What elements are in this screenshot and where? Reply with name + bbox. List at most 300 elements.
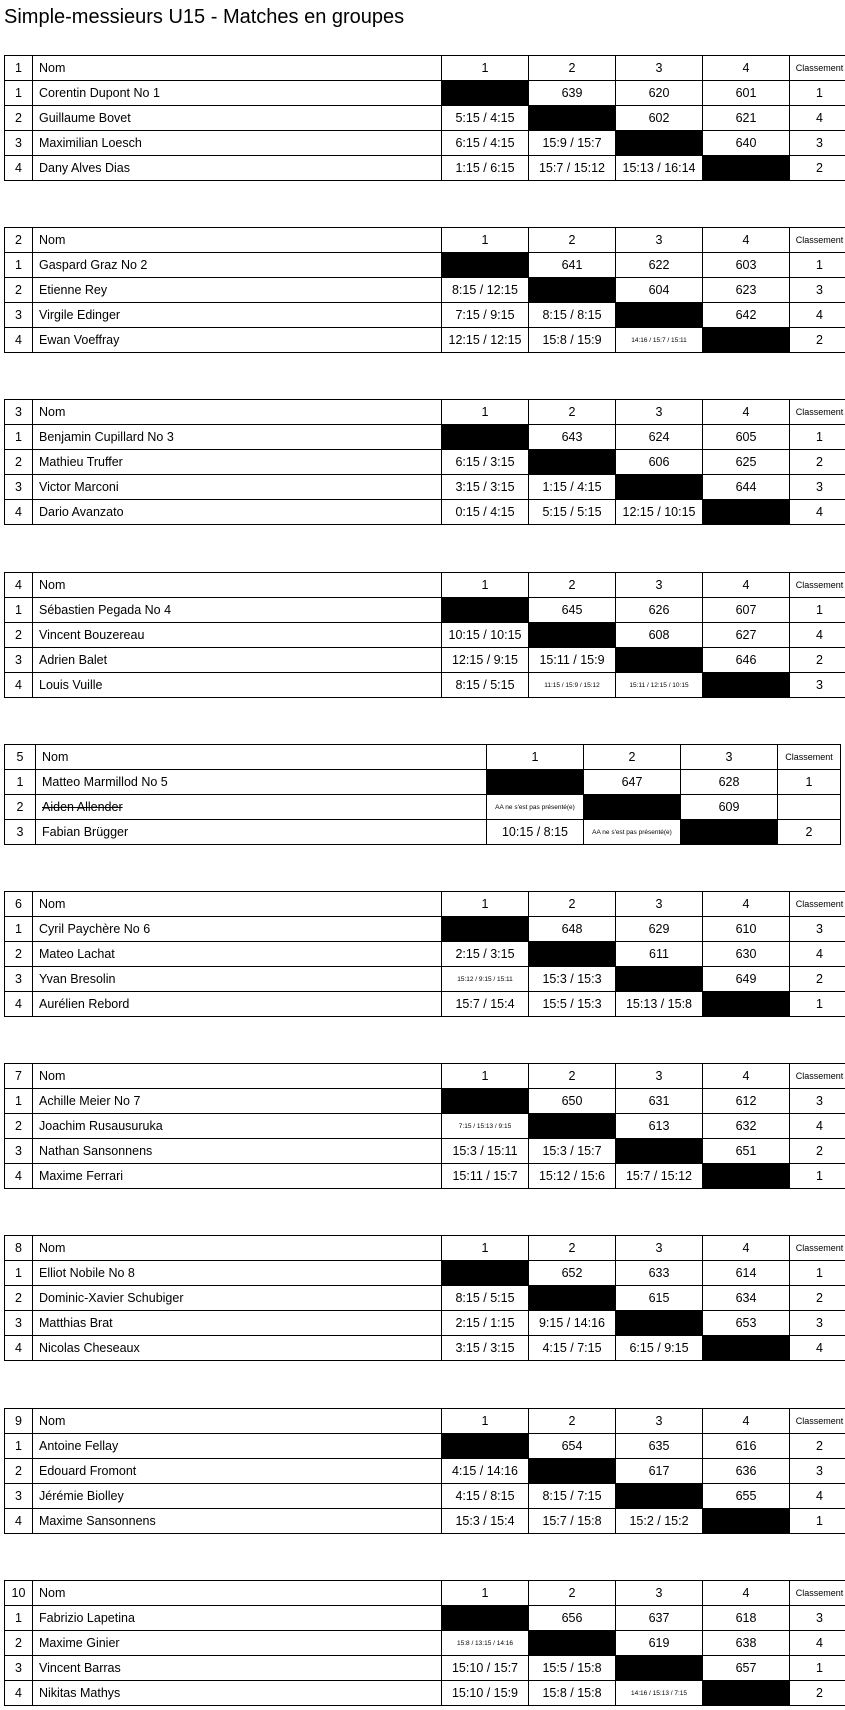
match-cell: 15:9 / 15:7 — [529, 131, 616, 156]
match-cell: 642 — [703, 303, 790, 328]
player-row — [5, 1434, 845, 1459]
group-number: 9 — [5, 1409, 33, 1434]
match-cell: 4:15 / 14:16 — [442, 1459, 529, 1484]
match-cell: 625 — [703, 450, 790, 475]
match-cell: 7:15 / 9:15 — [442, 303, 529, 328]
player-row — [5, 1459, 845, 1484]
self-match-cell — [616, 475, 703, 500]
column-header: 4 — [703, 1064, 790, 1089]
player-rank: 3 — [790, 475, 845, 500]
match-cell: 615 — [616, 1286, 703, 1311]
player-index: 1 — [5, 598, 33, 623]
self-match-cell — [703, 1509, 790, 1534]
match-cell: 631 — [616, 1089, 703, 1114]
column-header: 2 — [529, 1581, 616, 1606]
player-rank: 4 — [790, 1336, 845, 1361]
self-match-cell — [487, 770, 584, 795]
player-index: 2 — [5, 1459, 33, 1484]
name-column-header: Nom — [33, 892, 442, 917]
match-cell: 628 — [681, 770, 778, 795]
player-index: 1 — [5, 917, 33, 942]
column-header: 1 — [442, 573, 529, 598]
player-name: Fabrizio Lapetina — [33, 1606, 442, 1631]
self-match-cell — [616, 303, 703, 328]
player-name: Maxime Ginier — [33, 1631, 442, 1656]
player-rank: 2 — [790, 156, 845, 181]
column-header: 3 — [616, 573, 703, 598]
match-cell: 15:3 / 15:3 — [529, 967, 616, 992]
match-cell: 12:15 / 12:15 — [442, 328, 529, 353]
group-header-row — [5, 56, 845, 81]
player-index: 4 — [5, 1509, 33, 1534]
player-row — [5, 425, 845, 450]
match-cell: 8:15 / 5:15 — [442, 673, 529, 698]
match-cell: AA ne s'est pas présenté(e) — [487, 795, 584, 820]
self-match-cell — [529, 1114, 616, 1139]
player-index: 1 — [5, 1261, 33, 1286]
match-cell: 15:8 / 15:9 — [529, 328, 616, 353]
player-name: Sébastien Pegada No 4 — [33, 598, 442, 623]
self-match-cell — [703, 328, 790, 353]
column-header: 3 — [681, 745, 778, 770]
player-index: 1 — [5, 1434, 33, 1459]
column-header: 2 — [529, 1409, 616, 1434]
player-rank: 4 — [790, 1631, 845, 1656]
self-match-cell — [442, 81, 529, 106]
name-column-header: Nom — [33, 228, 442, 253]
match-cell: 639 — [529, 81, 616, 106]
group-number: 8 — [5, 1236, 33, 1261]
match-cell: 15:8 / 15:8 — [529, 1681, 616, 1706]
rank-column-header: Classement — [790, 1581, 845, 1606]
player-name: Joachim Rusausuruka — [33, 1114, 442, 1139]
match-cell: 11:15 / 15:9 / 15:12 — [529, 673, 616, 698]
self-match-cell — [529, 1459, 616, 1484]
column-header: 4 — [703, 573, 790, 598]
player-name: Nikitas Mathys — [33, 1681, 442, 1706]
match-cell: 8:15 / 8:15 — [529, 303, 616, 328]
player-row — [5, 156, 845, 181]
self-match-cell — [703, 156, 790, 181]
player-name: Adrien Balet — [33, 648, 442, 673]
self-match-cell — [529, 942, 616, 967]
match-cell: 10:15 / 8:15 — [487, 820, 584, 845]
player-name: Matteo Marmillod No 5 — [36, 770, 487, 795]
match-cell: 15:12 / 9:15 / 15:11 — [442, 967, 529, 992]
player-rank: 3 — [790, 1311, 845, 1336]
player-name: Louis Vuille — [33, 673, 442, 698]
column-header: 2 — [529, 228, 616, 253]
match-cell: 627 — [703, 623, 790, 648]
match-cell: 15:3 / 15:7 — [529, 1139, 616, 1164]
match-cell: 15:13 / 16:14 — [616, 156, 703, 181]
player-index: 2 — [5, 623, 33, 648]
player-row — [5, 1139, 845, 1164]
match-cell: 14:16 / 15:13 / 7:15 — [616, 1681, 703, 1706]
group-table — [4, 1408, 845, 1534]
match-cell: 15:3 / 15:4 — [442, 1509, 529, 1534]
group-table — [4, 1063, 845, 1189]
player-index: 3 — [5, 648, 33, 673]
match-cell: 637 — [616, 1606, 703, 1631]
column-header: 3 — [616, 1236, 703, 1261]
self-match-cell — [616, 1656, 703, 1681]
player-index: 1 — [5, 1606, 33, 1631]
player-name: Ewan Voeffray — [33, 328, 442, 353]
player-name: Matthias Brat — [33, 1311, 442, 1336]
player-index: 4 — [5, 992, 33, 1017]
column-header: 3 — [616, 1409, 703, 1434]
self-match-cell — [616, 1484, 703, 1509]
group-header-row — [5, 1064, 845, 1089]
player-index: 2 — [5, 1631, 33, 1656]
column-header: 2 — [529, 56, 616, 81]
match-cell: 613 — [616, 1114, 703, 1139]
match-cell: 622 — [616, 253, 703, 278]
column-header: 1 — [442, 892, 529, 917]
rank-column-header: Classement — [790, 1236, 845, 1261]
match-cell: 634 — [703, 1286, 790, 1311]
self-match-cell — [442, 1089, 529, 1114]
player-rank: 4 — [790, 623, 845, 648]
player-name: Dominic-Xavier Schubiger — [33, 1286, 442, 1311]
group-number: 10 — [5, 1581, 33, 1606]
match-cell: 630 — [703, 942, 790, 967]
name-column-header: Nom — [33, 56, 442, 81]
match-cell: 10:15 / 10:15 — [442, 623, 529, 648]
match-cell: 15:7 / 15:12 — [616, 1164, 703, 1189]
match-cell: 605 — [703, 425, 790, 450]
group-number: 5 — [5, 745, 36, 770]
player-row — [5, 278, 845, 303]
match-cell: 651 — [703, 1139, 790, 1164]
group-table — [4, 55, 845, 181]
group-header-row — [5, 400, 845, 425]
player-index: 2 — [5, 1114, 33, 1139]
match-cell: 2:15 / 1:15 — [442, 1311, 529, 1336]
self-match-cell — [529, 623, 616, 648]
player-index: 4 — [5, 500, 33, 525]
player-index: 1 — [5, 425, 33, 450]
rank-column-header: Classement — [790, 228, 845, 253]
player-row — [5, 967, 845, 992]
column-header: 3 — [616, 1064, 703, 1089]
player-name: Maximilian Loesch — [33, 131, 442, 156]
match-cell: 0:15 / 4:15 — [442, 500, 529, 525]
player-row — [5, 303, 845, 328]
player-name: Nathan Sansonnens — [33, 1139, 442, 1164]
player-name: Dany Alves Dias — [33, 156, 442, 181]
match-cell: 6:15 / 9:15 — [616, 1336, 703, 1361]
match-cell: 15:13 / 15:8 — [616, 992, 703, 1017]
column-header: 2 — [584, 745, 681, 770]
match-cell: 603 — [703, 253, 790, 278]
match-cell: 656 — [529, 1606, 616, 1631]
match-cell: 14:16 / 15:7 / 15:11 — [616, 328, 703, 353]
column-header: 2 — [529, 892, 616, 917]
player-rank: 3 — [790, 1089, 845, 1114]
column-header: 3 — [616, 228, 703, 253]
player-row — [5, 795, 841, 820]
group-table — [4, 572, 845, 698]
match-cell: 8:15 / 12:15 — [442, 278, 529, 303]
match-cell: 619 — [616, 1631, 703, 1656]
self-match-cell — [442, 1606, 529, 1631]
column-header: 1 — [442, 1064, 529, 1089]
page-title: Simple-messieurs U15 - Matches en groupes — [4, 6, 405, 28]
column-header: 2 — [529, 573, 616, 598]
player-rank: 3 — [790, 1606, 845, 1631]
self-match-cell — [442, 425, 529, 450]
column-header: 2 — [529, 400, 616, 425]
player-index: 2 — [5, 942, 33, 967]
match-cell: 15:2 / 15:2 — [616, 1509, 703, 1534]
rank-column-header: Classement — [790, 400, 845, 425]
player-row — [5, 648, 845, 673]
match-cell: 649 — [703, 967, 790, 992]
name-column-header: Nom — [36, 745, 487, 770]
match-cell: 15:10 / 15:7 — [442, 1656, 529, 1681]
match-cell: 644 — [703, 475, 790, 500]
self-match-cell — [442, 917, 529, 942]
player-row — [5, 450, 845, 475]
player-rank: 3 — [790, 278, 845, 303]
player-index: 4 — [5, 1336, 33, 1361]
self-match-cell — [616, 131, 703, 156]
group-table — [4, 891, 845, 1017]
player-index: 3 — [5, 1311, 33, 1336]
player-rank: 4 — [790, 106, 845, 131]
match-cell: 15:5 / 15:3 — [529, 992, 616, 1017]
player-index: 3 — [5, 1656, 33, 1681]
player-name: Maxime Ferrari — [33, 1164, 442, 1189]
player-row — [5, 1484, 845, 1509]
player-index: 1 — [5, 770, 36, 795]
player-name: Virgile Edinger — [33, 303, 442, 328]
column-header: 3 — [616, 892, 703, 917]
group-number: 7 — [5, 1064, 33, 1089]
rank-column-header: Classement — [790, 1409, 845, 1434]
match-cell: 618 — [703, 1606, 790, 1631]
player-name: Corentin Dupont No 1 — [33, 81, 442, 106]
match-cell: 620 — [616, 81, 703, 106]
player-name: Dario Avanzato — [33, 500, 442, 525]
player-row — [5, 131, 845, 156]
player-row — [5, 820, 841, 845]
name-column-header: Nom — [33, 573, 442, 598]
group-number: 4 — [5, 573, 33, 598]
player-row — [5, 992, 845, 1017]
match-cell: 607 — [703, 598, 790, 623]
column-header: 2 — [529, 1064, 616, 1089]
match-cell: 1:15 / 4:15 — [529, 475, 616, 500]
match-cell: 15:3 / 15:11 — [442, 1139, 529, 1164]
match-cell: 652 — [529, 1261, 616, 1286]
self-match-cell — [703, 992, 790, 1017]
match-cell: 15:11 / 15:7 — [442, 1164, 529, 1189]
player-name: Elliot Nobile No 8 — [33, 1261, 442, 1286]
player-rank: 2 — [790, 967, 845, 992]
self-match-cell — [616, 648, 703, 673]
player-rank: 1 — [790, 992, 845, 1017]
group-number: 2 — [5, 228, 33, 253]
column-header: 4 — [703, 400, 790, 425]
player-row — [5, 1164, 845, 1189]
match-cell: 648 — [529, 917, 616, 942]
self-match-cell — [442, 1434, 529, 1459]
rank-column-header: Classement — [790, 1064, 845, 1089]
player-rank: 3 — [790, 673, 845, 698]
match-cell: 602 — [616, 106, 703, 131]
player-rank: 3 — [790, 1459, 845, 1484]
column-header: 1 — [442, 1581, 529, 1606]
match-cell: 638 — [703, 1631, 790, 1656]
match-cell: 643 — [529, 425, 616, 450]
player-index: 4 — [5, 156, 33, 181]
player-name: Jérémie Biolley — [33, 1484, 442, 1509]
match-cell: 15:7 / 15:12 — [529, 156, 616, 181]
player-name: Nicolas Cheseaux — [33, 1336, 442, 1361]
group-number: 3 — [5, 400, 33, 425]
name-column-header: Nom — [33, 1409, 442, 1434]
match-cell: 15:7 / 15:4 — [442, 992, 529, 1017]
group-table — [4, 744, 841, 845]
group-table — [4, 1580, 845, 1706]
column-header: 3 — [616, 1581, 703, 1606]
self-match-cell — [529, 278, 616, 303]
player-row — [5, 1681, 845, 1706]
player-rank: 2 — [790, 1681, 845, 1706]
match-cell: 632 — [703, 1114, 790, 1139]
column-header: 3 — [616, 56, 703, 81]
self-match-cell — [529, 106, 616, 131]
player-row — [5, 1606, 845, 1631]
match-cell: 650 — [529, 1089, 616, 1114]
match-cell: 12:15 / 10:15 — [616, 500, 703, 525]
player-name: Antoine Fellay — [33, 1434, 442, 1459]
match-cell: 657 — [703, 1656, 790, 1681]
match-cell: 646 — [703, 648, 790, 673]
player-row — [5, 1261, 845, 1286]
match-cell: 601 — [703, 81, 790, 106]
player-name: Yvan Bresolin — [33, 967, 442, 992]
match-cell: AA ne s'est pas présenté(e) — [584, 820, 681, 845]
player-name: Achille Meier No 7 — [33, 1089, 442, 1114]
player-name: Vincent Barras — [33, 1656, 442, 1681]
player-rank: 4 — [790, 303, 845, 328]
match-cell: 609 — [681, 795, 778, 820]
player-row — [5, 917, 845, 942]
player-row — [5, 598, 845, 623]
player-row — [5, 673, 845, 698]
self-match-cell — [703, 1681, 790, 1706]
player-rank: 1 — [790, 1509, 845, 1534]
group-header-row — [5, 1236, 845, 1261]
self-match-cell — [584, 795, 681, 820]
column-header: 4 — [703, 892, 790, 917]
column-header: 4 — [703, 228, 790, 253]
rank-column-header: Classement — [790, 573, 845, 598]
player-index: 3 — [5, 303, 33, 328]
player-row — [5, 1631, 845, 1656]
match-cell: 621 — [703, 106, 790, 131]
match-cell: 610 — [703, 917, 790, 942]
group-header-row — [5, 573, 845, 598]
match-cell: 3:15 / 3:15 — [442, 1336, 529, 1361]
match-cell: 612 — [703, 1089, 790, 1114]
match-cell: 15:10 / 15:9 — [442, 1681, 529, 1706]
player-index: 3 — [5, 475, 33, 500]
player-index: 2 — [5, 450, 33, 475]
name-column-header: Nom — [33, 1236, 442, 1261]
match-cell: 5:15 / 5:15 — [529, 500, 616, 525]
withdrawn-player-name: Aiden Allender — [42, 800, 123, 814]
player-index: 3 — [5, 1484, 33, 1509]
player-index: 3 — [5, 1139, 33, 1164]
player-index: 3 — [5, 967, 33, 992]
player-name: Aurélien Rebord — [33, 992, 442, 1017]
column-header: 1 — [442, 228, 529, 253]
player-rank: 2 — [790, 1286, 845, 1311]
player-name: Fabian Brügger — [36, 820, 487, 845]
player-name: Guillaume Bovet — [33, 106, 442, 131]
player-name: Vincent Bouzereau — [33, 623, 442, 648]
column-header: 4 — [703, 1236, 790, 1261]
self-match-cell — [616, 967, 703, 992]
group-table — [4, 1235, 845, 1361]
player-index: 4 — [5, 1164, 33, 1189]
column-header: 3 — [616, 400, 703, 425]
player-name: Maxime Sansonnens — [33, 1509, 442, 1534]
group-number: 6 — [5, 892, 33, 917]
match-cell: 15:7 / 15:8 — [529, 1509, 616, 1534]
player-name: Edouard Fromont — [33, 1459, 442, 1484]
column-header: 4 — [703, 56, 790, 81]
match-cell: 15:11 / 15:9 — [529, 648, 616, 673]
player-rank: 4 — [790, 500, 845, 525]
match-cell: 4:15 / 8:15 — [442, 1484, 529, 1509]
match-cell: 636 — [703, 1459, 790, 1484]
player-index: 1 — [5, 1089, 33, 1114]
player-name: Etienne Rey — [33, 278, 442, 303]
group-table — [4, 227, 845, 353]
group-number: 1 — [5, 56, 33, 81]
player-rank: 4 — [790, 1484, 845, 1509]
player-row — [5, 1656, 845, 1681]
player-index: 1 — [5, 253, 33, 278]
match-cell: 15:8 / 13:15 / 14:16 — [442, 1631, 529, 1656]
player-row — [5, 253, 845, 278]
match-cell: 629 — [616, 917, 703, 942]
self-match-cell — [529, 1286, 616, 1311]
group-header-row — [5, 892, 845, 917]
column-header: 1 — [442, 1236, 529, 1261]
player-rank: 1 — [790, 1261, 845, 1286]
match-cell: 2:15 / 3:15 — [442, 942, 529, 967]
name-column-header: Nom — [33, 1064, 442, 1089]
match-cell: 608 — [616, 623, 703, 648]
match-cell: 645 — [529, 598, 616, 623]
player-index: 2 — [5, 278, 33, 303]
match-cell: 635 — [616, 1434, 703, 1459]
player-name: Mathieu Truffer — [33, 450, 442, 475]
player-rank: 1 — [790, 425, 845, 450]
player-rank: 1 — [790, 253, 845, 278]
player-name — [36, 795, 487, 820]
player-rank: 4 — [790, 1114, 845, 1139]
match-cell: 5:15 / 4:15 — [442, 106, 529, 131]
match-cell: 654 — [529, 1434, 616, 1459]
